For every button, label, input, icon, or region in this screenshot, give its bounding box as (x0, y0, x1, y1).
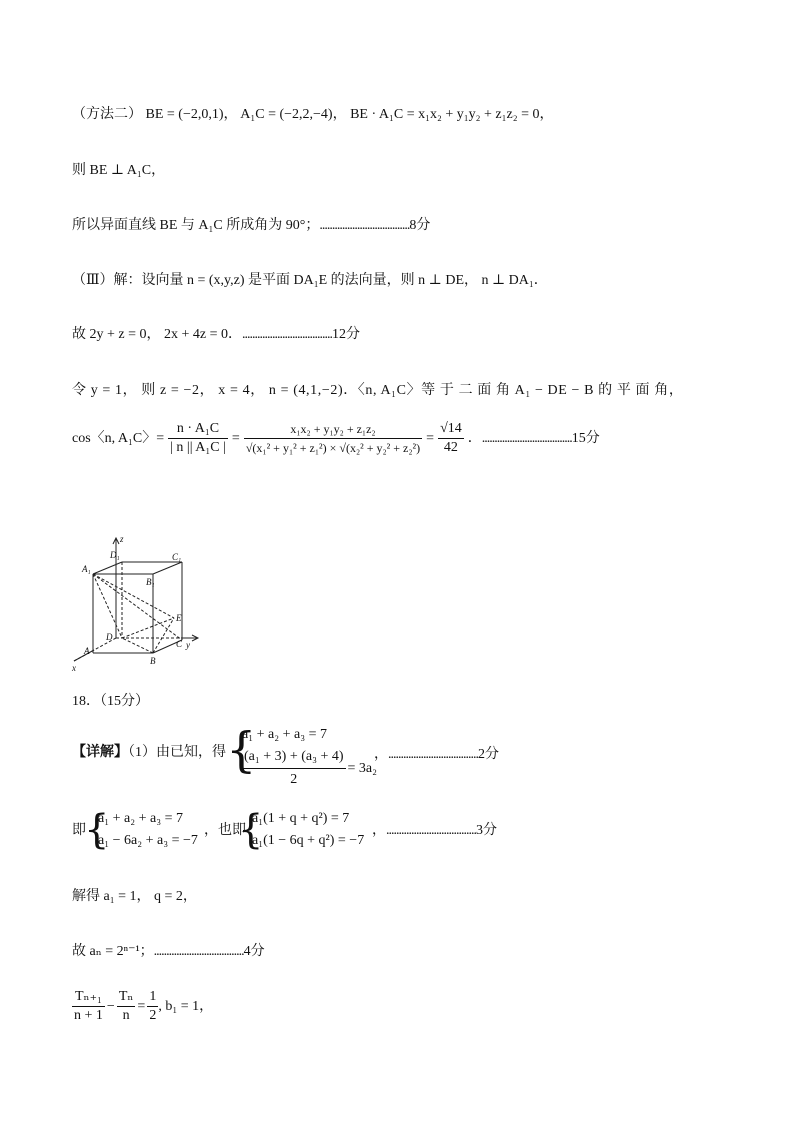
system-1-rhs: = 3a₂ (347, 760, 378, 776)
let-y-line: 令 y = 1， 则 z = −2， x = 4， n = (4,1,−2)．〈n, A₁C〉等 于 二 面 角 A₁ − DE − B 的 平 面 角， (72, 383, 684, 398)
score-dots: .................................... (153, 944, 244, 959)
minus-sign: − (106, 998, 115, 1014)
tn1-den: n + 1 (74, 1008, 103, 1023)
score-dots: .................................... (319, 218, 410, 233)
fraction-3 (438, 420, 464, 457)
label-b: B (150, 656, 156, 666)
fraction-1-den: | n || A₁C | (170, 440, 226, 455)
system-1-eq2 (242, 746, 377, 791)
score-3: 3分 (476, 823, 497, 838)
label-c1: C₁ (172, 552, 182, 562)
tn-den: n (122, 1008, 130, 1023)
half-num: 1 (147, 988, 158, 1007)
label-a1: A₁ (82, 564, 91, 574)
system-3 (252, 808, 364, 852)
score-2: 2分 (478, 747, 499, 762)
fraction-3-den: 42 (443, 440, 458, 455)
general-term-line (72, 943, 265, 961)
fraction-2 (244, 420, 422, 457)
score-dots: .................................... (386, 823, 476, 838)
method-label: （方法二） (72, 107, 142, 122)
fraction-1 (168, 420, 228, 457)
prism-figure (66, 530, 206, 675)
cosine-formula (72, 420, 600, 457)
dot-product: BE · A₁C = x₁x₂ + y₁y₂ + z₁z₂ = 0， (350, 107, 554, 122)
detail-heading: 【详解】 (72, 745, 128, 760)
half-fraction (147, 988, 158, 1025)
half-den: 2 (149, 1008, 157, 1023)
perpendicular-line: 则 BE ⊥ A₁C， (72, 163, 166, 178)
equivalent-lead: 即 (72, 823, 86, 838)
system-1-frac-num: (a₁ + 3) + (a₃ + 4) (242, 746, 346, 769)
label-z: z (120, 534, 124, 544)
equals-sign: = (231, 430, 240, 446)
fraction-1-num: n · A₁C (168, 420, 228, 439)
score-4: 4分 (243, 944, 265, 959)
equations-line (72, 326, 360, 344)
system-brace: { (226, 722, 257, 778)
score-dots: .................................... (242, 327, 333, 342)
equations-text: 故 2y + z = 0， 2x + 4z = 0． (72, 327, 243, 342)
recurrence-line (72, 988, 213, 1025)
score-dots: .................................... (388, 747, 478, 762)
comma: ， (374, 747, 388, 762)
given-text: （1）由已知，得 (128, 745, 226, 760)
system-1-frac-den: 2 (290, 772, 298, 787)
label-y: y (186, 640, 190, 650)
fraction-2-den: √(x₁² + y₁² + z₁²) × √(x₂² + y₂² + z₂²) (245, 441, 421, 455)
score-12: 12分 (332, 327, 361, 342)
cosine-lhs: cos〈n, A₁C〉= (72, 430, 165, 446)
fraction-3-num: √14 (438, 420, 464, 439)
tn1-num: Tₙ₊₁ (72, 988, 105, 1007)
be-vector: BE = (−2,0,1)， (145, 107, 238, 122)
label-d1: D₁ (110, 550, 120, 560)
also-lead: ，也即 (204, 823, 246, 838)
system-3-tail (372, 822, 497, 840)
formula-tail: ． (467, 430, 482, 446)
system-1-frac (242, 746, 346, 791)
tn-num: Tₙ (117, 988, 136, 1007)
comma: ， (372, 823, 386, 838)
angle-text: 所以异面直线 BE 与 A₁C 所成角为 90°； (72, 218, 320, 233)
label-d: D (106, 632, 113, 642)
angle-conclusion (72, 217, 430, 235)
system-1-eq1: a₁ + a₂ + a₃ = 7 (242, 727, 327, 742)
method-two-line (72, 106, 554, 124)
system-3-eq1: a₁(1 + q + q²) = 7 (252, 811, 350, 826)
label-b1: B₁ (146, 577, 155, 587)
a1c-vector: A₁C = (−2,2,−4)， (240, 107, 347, 122)
score-8: 8分 (409, 218, 431, 233)
label-e: E (176, 613, 182, 623)
solution-part1-lead (72, 744, 226, 762)
question-18-heading: 18．（15分） (72, 694, 149, 709)
fraction-2-num: x₁x₂ + y₁y₂ + z₁z₂ (244, 420, 422, 439)
label-a: A (84, 646, 90, 656)
system-3-eq2: a₁(1 − 6q + q²) = −7 (252, 833, 365, 848)
system-2-eq2: a₁ − 6a₂ + a₃ = −7 (98, 833, 198, 848)
general-term: 故 aₙ = 2ⁿ⁻¹； (72, 944, 154, 959)
system-2 (98, 808, 198, 852)
system-2-eq1: a₁ + a₂ + a₃ = 7 (98, 811, 183, 826)
normal-vector-setup: （Ⅲ）解：设向量 n = (x,y,z) 是平面 DA₁E 的法向量，则 n ⊥ DE， n ⊥ DA₁． (72, 273, 548, 288)
system-1-tail (374, 746, 499, 764)
b1-value: , b₁ = 1， (158, 998, 214, 1014)
tn-fraction (117, 988, 136, 1025)
solve-line: 解得 a₁ = 1， q = 2， (72, 889, 197, 904)
label-c: C (176, 639, 183, 649)
tn1-fraction (72, 988, 105, 1025)
equals-sign: = (137, 998, 146, 1014)
label-x: x (72, 663, 76, 673)
equals-sign-2: = (426, 430, 435, 446)
system-1 (242, 724, 377, 791)
system-2-brace: { (84, 807, 110, 853)
score-dots: .................................... (481, 430, 572, 446)
system-3-brace: { (238, 807, 264, 853)
score-15: 15分 (571, 430, 600, 446)
